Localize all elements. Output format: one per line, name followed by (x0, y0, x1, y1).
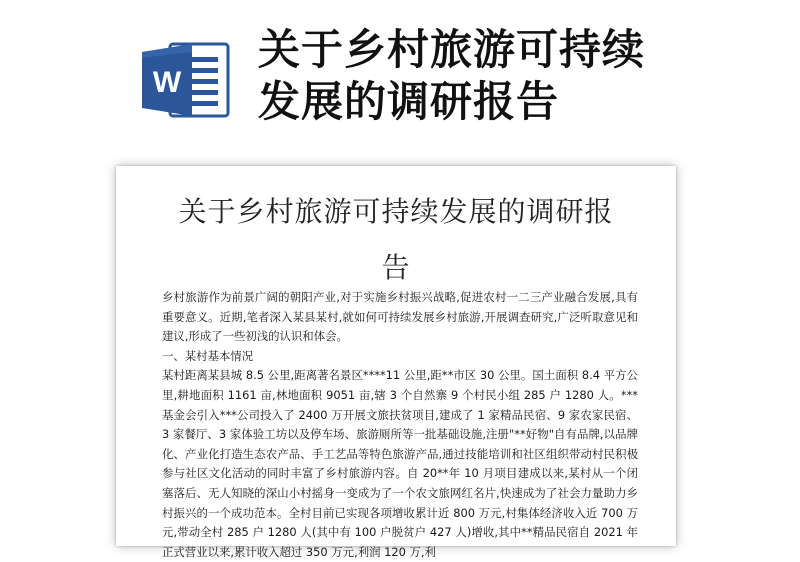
header (0, 0, 800, 160)
header-title-line2: 发展的调研报告 (258, 77, 560, 126)
section-heading: 一、某村基本情况 (162, 348, 254, 363)
document-title-line1: 关于乡村旅游可持续发展的调研报 (178, 195, 614, 228)
header-title (258, 24, 778, 128)
word-icon (140, 40, 232, 120)
paragraph-intro: 乡村旅游作为前景广阔的朝阳产业,对于实施乡村振兴战略,促进农村一二三产业融合发展,具有重要意义。近期,笔者深入某县某村,就如何可持续发展乡村旅游,开展调查研究,广泛听取意见和建议,形成了一些初浅的认识和体会。 (162, 290, 638, 344)
document-title (116, 184, 676, 296)
header-title-line1: 关于乡村旅游可持续 (258, 25, 646, 74)
word-icon-letter: W (152, 66, 182, 99)
paragraph-basic-info: 某村距离某县城 8.5 公里,距离著名景区****11 公里,距**市区 30 公里。国土面积 8.4 平方公里,耕地面积 1161 亩,林地面积 9051 亩,辖 3 个自然寨 9 个村民小组 285 户 1280 人。***基金会引入***公司投入了 2400 万开展文旅扶贫项目,建成了 1 家精品民宿、9 家农家民宿、3 家餐厅、3 家体验工坊以及停车场、旅游厕所等一批基础设施,注册"**好物"自有品牌,以品牌化、产业化打造生态农产品、手工艺品等特色旅游产品,通过技能培训和社区组织带动村民积极参与社区文化活动的同时丰富了乡村旅游内容。自 20**年 10 月项目建成以来,某村从一个闭塞落后、无人知晓的深山小村摇身一变成为了一个农文旅网红名片,快速成为了社会力量助力乡村振兴的一个成功范本。全村目前已实现各项增收累计近 800 万元,村集体经济收入近 700 万元,带动全村 285 户 1280 人(其中有 100 户脱贫户 427 人)增收,其中**精品民宿自 2021 年正式营业以来,累计收入超过 350 万元,利润 120 万,利 (162, 368, 638, 559)
document-title-line2: 告 (381, 251, 411, 284)
document-page (116, 166, 676, 559)
document-body (162, 288, 638, 562)
